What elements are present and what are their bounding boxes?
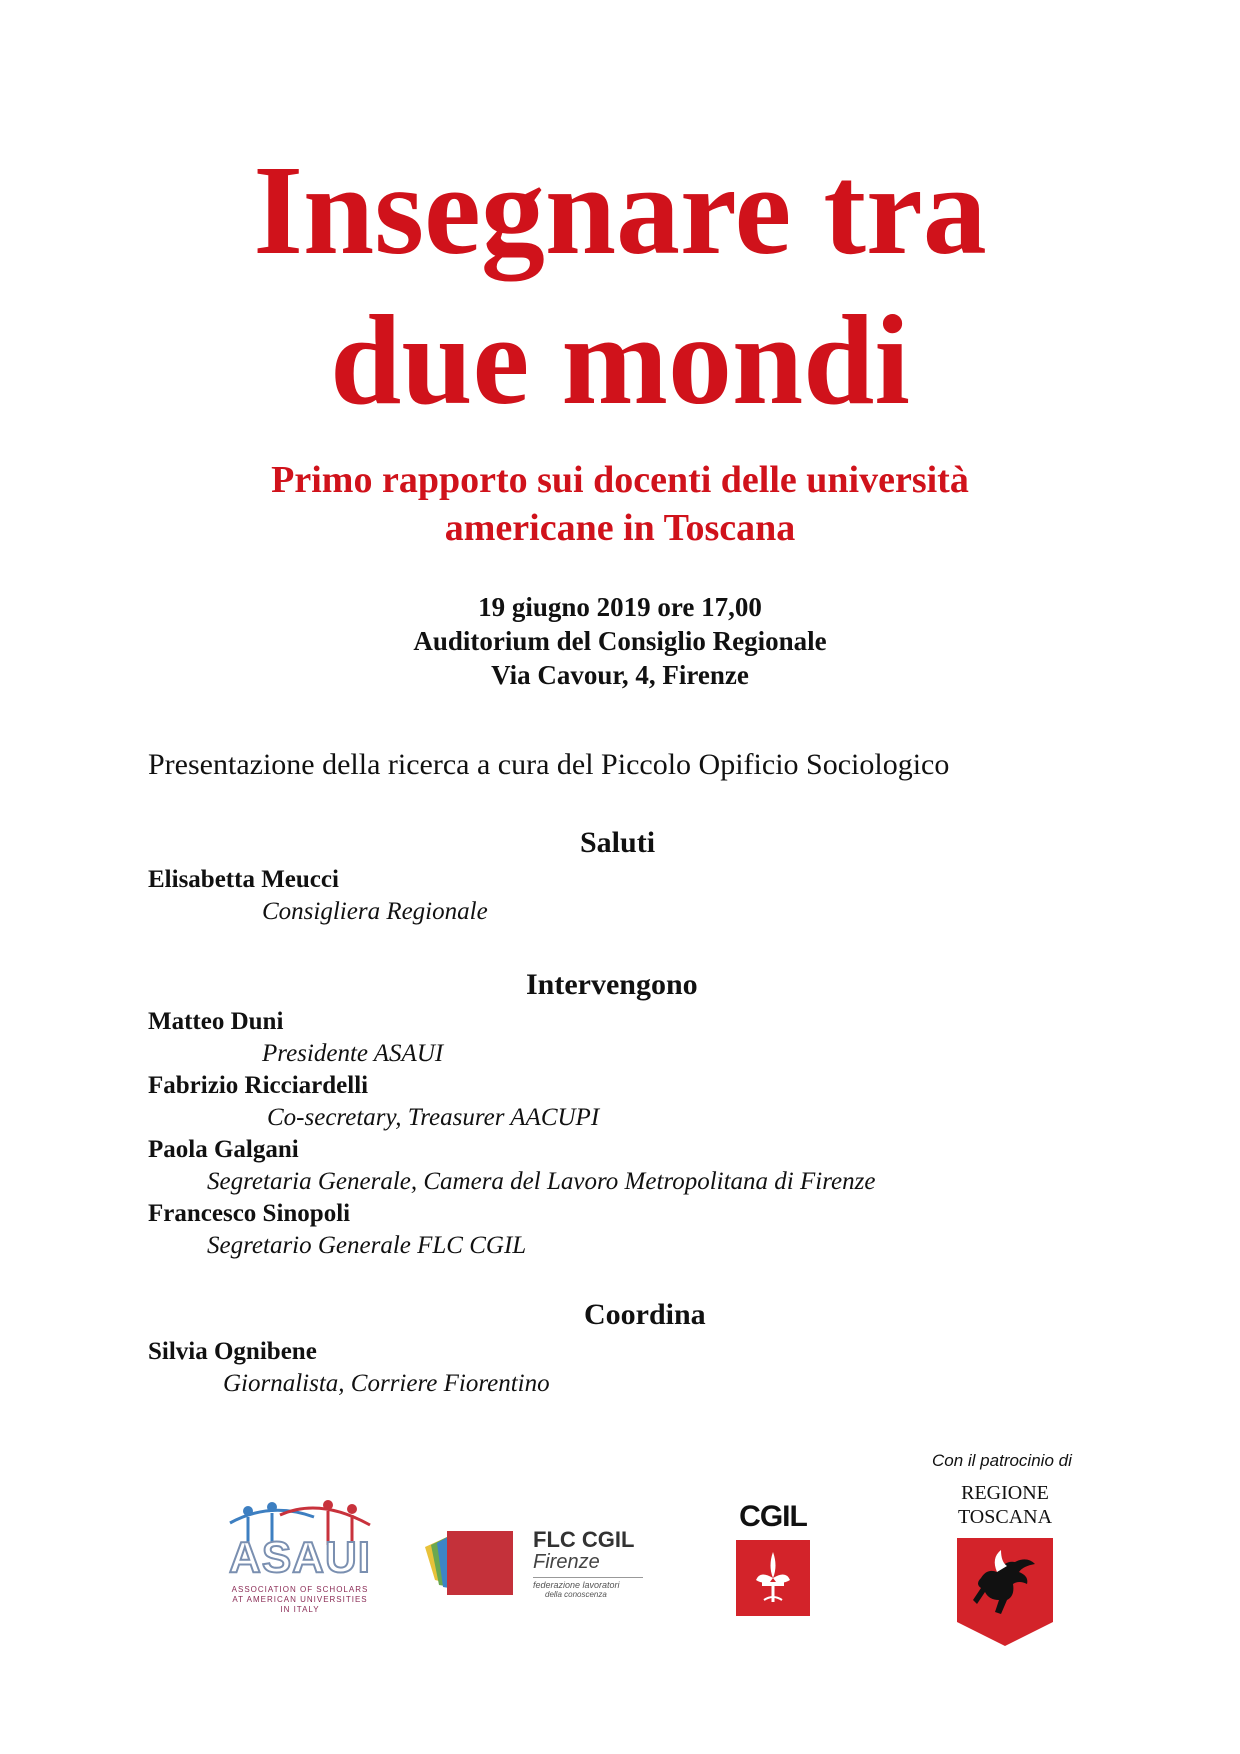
title-line-2: due mondi xyxy=(330,289,910,431)
speaker-name: Matteo Duni xyxy=(148,1008,284,1035)
subtitle-line-2: americane in Toscana xyxy=(444,507,796,549)
florence-lily-icon xyxy=(736,1540,810,1616)
flc-caption-1: federazione lavoratori xyxy=(533,1580,620,1590)
speaker-name: Fabrizio Ricciardelli xyxy=(148,1072,369,1099)
flc-colored-squares-icon xyxy=(425,1525,515,1595)
regione-toscana-logo xyxy=(950,1482,1060,1652)
cgil-red-square xyxy=(736,1540,810,1616)
speaker-name: Elisabetta Meucci xyxy=(148,866,339,893)
speaker-name: Silvia Ognibene xyxy=(148,1338,317,1365)
asaui-caption-3: IN ITALY xyxy=(280,1605,320,1614)
event-venue: Auditorium del Consiglio Regionale xyxy=(413,626,827,656)
patronage-label: Con il patrocinio di xyxy=(932,1451,1072,1470)
title-line-1: Insegnare tra xyxy=(253,139,987,281)
heading-coordina: Coordina xyxy=(584,1298,706,1331)
flc-caption-2: della conoscenza xyxy=(545,1590,607,1599)
asaui-name: ASAUI xyxy=(229,1533,371,1582)
asaui-logo xyxy=(210,1495,390,1615)
regione-line-1: REGIONE xyxy=(961,1482,1049,1504)
speaker-name: Paola Galgani xyxy=(148,1136,299,1163)
event-address: Via Cavour, 4, Firenze xyxy=(491,660,749,690)
speaker-role: Co-secretary, Treasurer AACUPI xyxy=(267,1104,600,1131)
speaker-role: Presidente ASAUI xyxy=(262,1040,444,1067)
intro-text: Presentazione della ricerca a cura del Piccolo Opificio Sociologico xyxy=(148,748,950,781)
speaker-role: Consigliera Regionale xyxy=(262,898,488,925)
cgil-name: CGIL xyxy=(739,1500,807,1533)
pegasus-shield-icon xyxy=(957,1538,1053,1648)
flc-divider xyxy=(533,1577,643,1578)
speaker-role: Segretario Generale FLC CGIL xyxy=(207,1232,527,1259)
subtitle-line-1: Primo rapporto sui docenti delle università xyxy=(271,459,969,501)
heading-saluti: Saluti xyxy=(580,826,656,859)
flc-city: Firenze xyxy=(533,1551,600,1573)
heading-intervengono: Intervengono xyxy=(526,968,698,1001)
speaker-name: Francesco Sinopoli xyxy=(148,1200,351,1227)
flc-cgil-logo xyxy=(425,1525,645,1605)
speaker-role: Segretaria Generale, Camera del Lavoro Metropolitana di Firenze xyxy=(207,1168,876,1195)
regione-line-2: TOSCANA xyxy=(957,1506,1053,1528)
cgil-logo xyxy=(730,1500,816,1618)
event-date: 19 giugno 2019 ore 17,00 xyxy=(478,592,762,622)
speaker-role: Giornalista, Corriere Fiorentino xyxy=(223,1370,550,1397)
asaui-caption-1: ASSOCIATION OF SCHOLARS xyxy=(231,1585,369,1594)
asaui-caption-2: AT AMERICAN UNIVERSITIES xyxy=(232,1595,368,1604)
flc-name: FLC CGIL xyxy=(533,1527,635,1552)
